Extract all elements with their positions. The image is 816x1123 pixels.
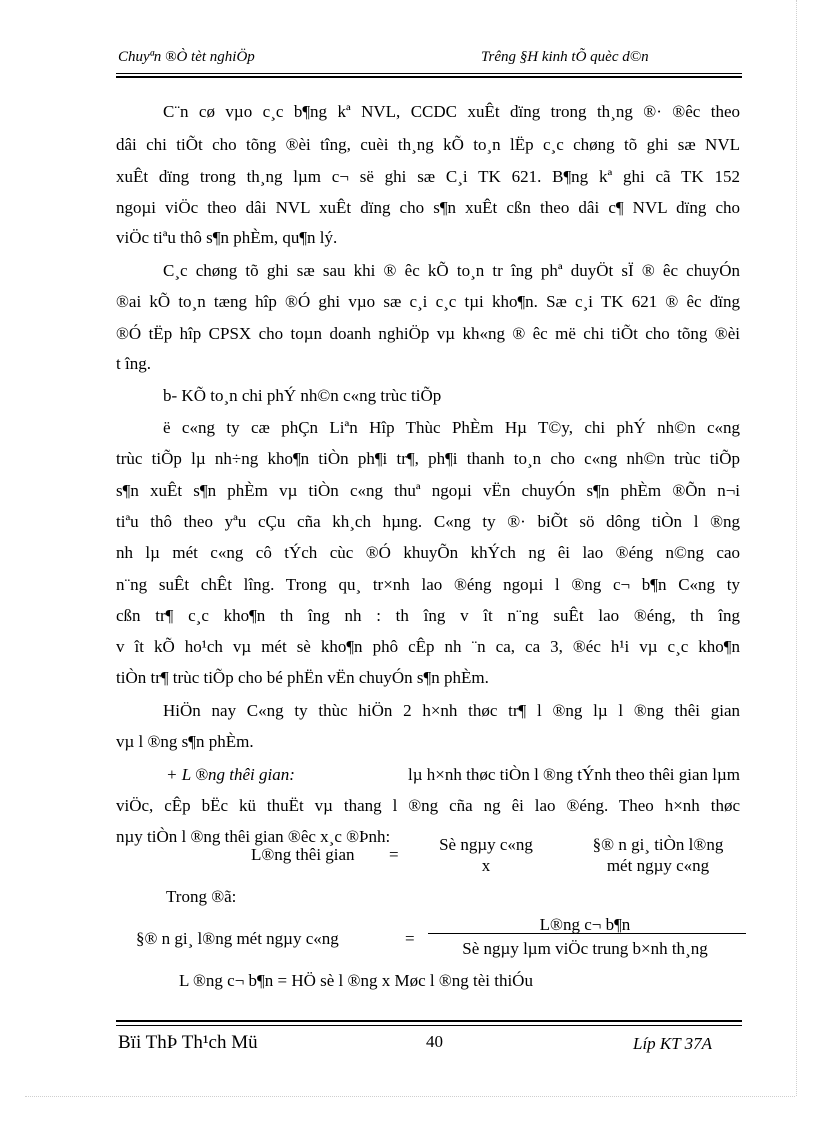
- header-title-left: Chuyªn ®Ò tèt nghiÖp: [118, 49, 255, 65]
- body-line: [166, 765, 740, 785]
- body-line: tiªu thô theo yªu cÇu cña kh¸ch hµng. C«ng ty ®· biÕt sö dông tiÒn l ®ng: [116, 512, 740, 531]
- body-line: xuÊt dïng trong th¸ng lµm c¬ së ghi sæ C¸i TK 621. B¶ng kª ghi cã TK 152: [116, 167, 740, 186]
- body-line: viÖc, cÊp bËc kü thuËt vµ thang l ®ng cña ng êi lao ®éng. Theo h×nh thøc: [116, 796, 740, 815]
- body-line: viÖc tiªu thô s¶n phÈm, qu¶n lý.: [116, 228, 338, 247]
- body-line: nµy tiÒn l ®ng thêi gian ®êc x¸c ®Þnh:: [116, 827, 391, 846]
- section-heading: b- KÕ to¸n chi phÝ nh©n c«ng trùc tiÕp: [163, 386, 442, 405]
- page-boundary-right: [796, 0, 797, 1096]
- footer-rule: [116, 1025, 742, 1026]
- formula-lhs: §® n gi¸ l®ng mét ngµy c«ng: [136, 929, 339, 948]
- formula-lhs: L®ng thêi gian: [251, 845, 355, 864]
- header-rule: [116, 73, 742, 74]
- formula-denominator: Sè ngµy lµm viÖc trung b×nh th¸ng: [462, 939, 708, 958]
- header-title-right: Trêng §H kinh tÕ quèc d©n: [481, 49, 649, 65]
- page-number: 40: [426, 1032, 443, 1051]
- inline-text: lµ h×nh thøc tiÒn l ®ng tÝnh theo thêi gian lµm: [407, 765, 740, 784]
- inline-italic-term: + L ®ng thêi gian:: [166, 765, 295, 784]
- body-line: n¨ng suÊt chÊt lîng. Trong qu¸ tr×nh lao ®éng ngoµi l ®ng c¬ b¶n C«ng ty: [116, 575, 740, 594]
- footer-author: Bïi ThÞ Th¹ch Mü: [118, 1032, 258, 1053]
- header-rule-thick: [116, 76, 742, 78]
- body-line: trùc tiÕp lµ nh÷ng kho¶n tiÒn ph¶i tr¶, ph¶i thanh to¸n cho c«ng nh©n trùc tiÕp: [116, 449, 740, 468]
- body-line: ®ai kÕ to¸n tæng hîp ®Ó ghi vµo sæ c¸i c¸c tµi kho¶n. Sæ c¸i TK 621 ® êc dïng: [116, 292, 740, 311]
- body-line: vµ l ®ng s¶n phÈm.: [116, 732, 254, 751]
- formula-numerator: Sè ngµy c«ng: [439, 835, 533, 854]
- footer-rule-thick: [116, 1020, 742, 1022]
- body-line: ngoµi viÖc theo dâi NVL xuÊt dïng cho s¶n xuÊt cßn theo dâi c¶ NVL dïng cho: [116, 198, 740, 217]
- body-line: Trong ®ã:: [166, 887, 237, 906]
- formula-equals: =: [389, 845, 399, 864]
- body-line: ë c«ng ty cæ phÇn Liªn Hîp Thùc PhÈm Hµ T©y, chi phÝ nh©n c«ng: [163, 418, 740, 437]
- formula-numerator: L®ng c¬ b¶n: [539, 915, 631, 934]
- body-line: dâi chi tiÕt cho tõng ®èi tîng, cuèi th¸ng kÕ to¸n lËp c¸c chøng tõ ghi sæ NVL: [116, 135, 740, 154]
- formula-equals: =: [405, 929, 415, 948]
- body-line: C¨n cø vµo c¸c b¶ng kª NVL, CCDC xuÊt dïng trong th¸ng ®· ®êc theo: [163, 102, 740, 121]
- body-line: tiÒn tr¶ trùc tiÕp cho bé phËn vËn chuyÓn s¶n phÈm.: [116, 668, 489, 687]
- formula-times: x: [481, 856, 491, 875]
- body-line: ®Ó tËp hîp CPSX cho toµn doanh nghiÖp vµ kh«ng ® êc më chi tiÕt cho tõng ®èi: [116, 324, 740, 343]
- body-line: v ît kÕ ho¹ch vµ mét sè kho¶n phô cÊp nh ¨n ca, ca 3, ®éc h¹i vµ c¸c kho¶n: [116, 637, 740, 656]
- formula-line: L ®ng c¬ b¶n = HÖ sè l ®ng x Møc l ®ng tèi thiÓu: [179, 971, 533, 990]
- formula-term: §® n gi¸ tiÒn l®ng: [592, 835, 724, 854]
- body-line: C¸c chøng tõ ghi sæ sau khi ® êc kÕ to¸n tr îng phª duyÖt sÏ ® êc chuyÓn: [163, 261, 740, 280]
- body-line: cßn tr¶ c¸c kho¶n th îng nh : th îng v ît n¨ng suÊt lao ®éng, th îng: [116, 606, 740, 625]
- body-line: HiÖn nay C«ng ty thùc hiÖn 2 h×nh thøc tr¶ l ®ng lµ l ®ng thêi gian: [163, 701, 740, 720]
- body-line: nh lµ mét c«ng cô tÝch cùc ®Ó khuyÕn khÝch ng êi lao ®éng n©ng cao: [116, 543, 740, 562]
- body-line: t îng.: [116, 354, 151, 373]
- body-line: s¶n xuÊt s¶n phÈm vµ tiÒn c«ng thuª ngoµi vËn chuyÓn s¶n phÈm ®Õn n¬i: [116, 481, 740, 500]
- fraction-bar: [428, 933, 746, 934]
- formula-term-2: mét ngµy c«ng: [606, 856, 710, 875]
- footer-class: Líp KT 37A: [633, 1034, 713, 1053]
- page-boundary-bottom: [25, 1096, 795, 1097]
